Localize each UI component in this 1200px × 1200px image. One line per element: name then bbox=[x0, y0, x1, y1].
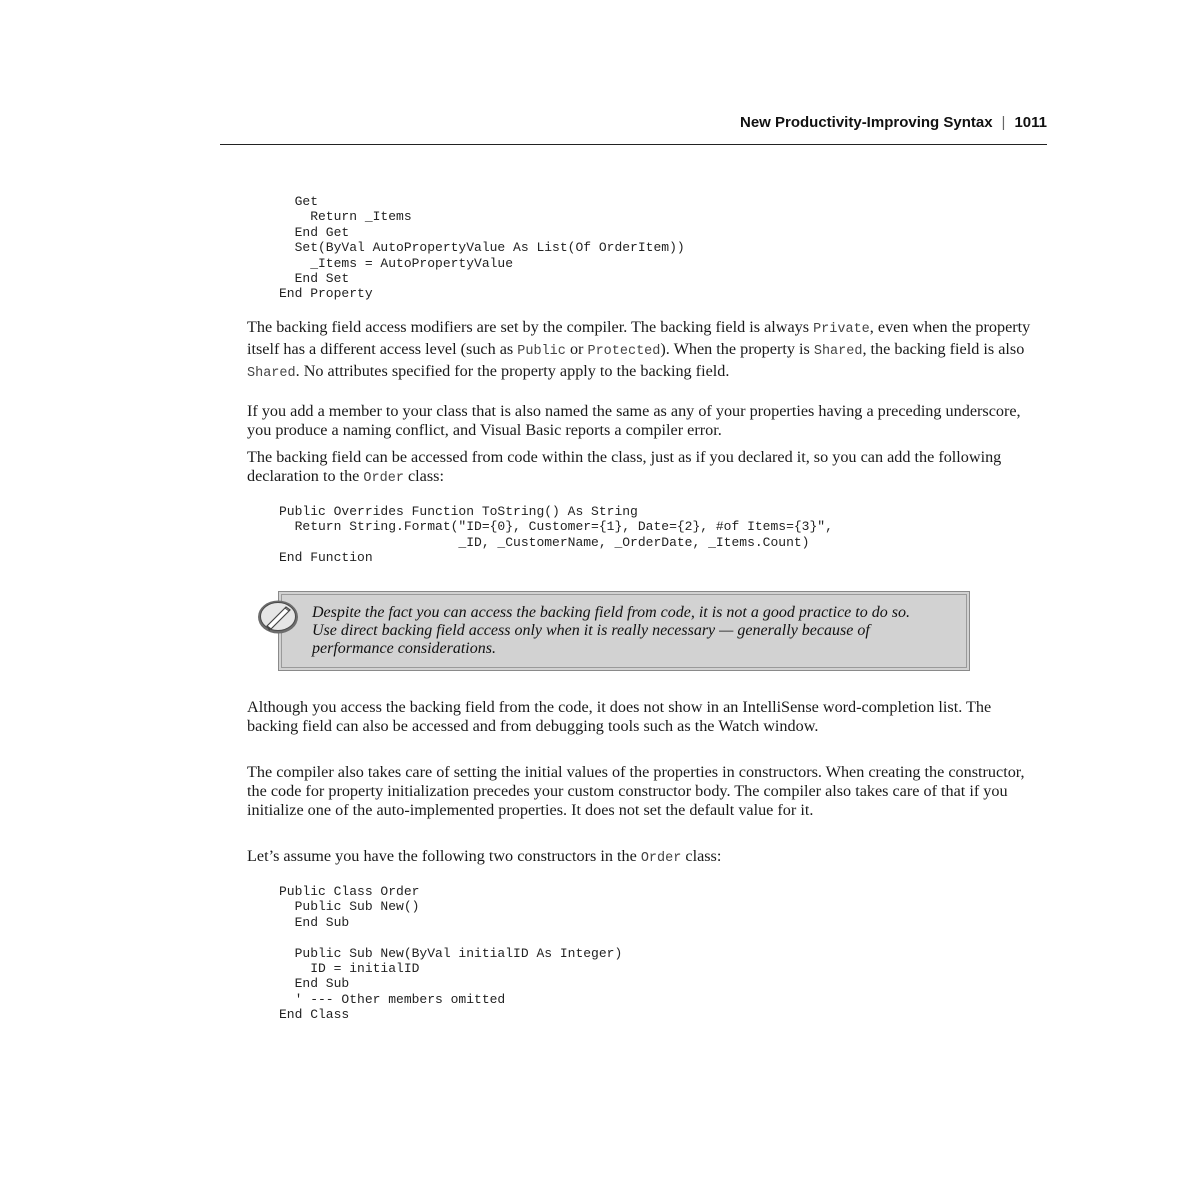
code-line: End Function bbox=[279, 550, 373, 566]
text-run: , the backing field is also bbox=[862, 339, 1025, 358]
paragraph-naming-conflict bbox=[247, 402, 1037, 440]
code-line: _Items = AutoPropertyValue bbox=[279, 255, 514, 271]
code-line: End Class bbox=[279, 1007, 350, 1023]
inline-code: Public bbox=[517, 343, 566, 359]
pencil-note-icon bbox=[256, 598, 300, 636]
text-run: The backing field can be accessed from code within the class, just as if you declared it, so you can add the following declaration to the bbox=[247, 448, 1002, 485]
inline-code: Private bbox=[813, 322, 870, 337]
text-run: Let’s assume you have the following two constructors in the bbox=[247, 847, 641, 865]
header-separator: | bbox=[1001, 114, 1006, 131]
text-run: or bbox=[565, 339, 588, 358]
code-line: End Get bbox=[279, 224, 350, 240]
header-rule bbox=[220, 144, 1047, 145]
inline-code: Shared bbox=[247, 365, 296, 381]
code-line: Public Class Order bbox=[279, 884, 420, 899]
code-line: Get bbox=[279, 194, 319, 209]
code-block-property-accessors bbox=[279, 194, 685, 302]
code-block-tostring bbox=[279, 504, 833, 566]
inline-code: Protected bbox=[587, 343, 661, 359]
code-line: Public Sub New() bbox=[279, 899, 420, 915]
code-line: Return String.Format("ID={0}, Customer={1}, Date={2}, #of Items={3}", bbox=[279, 519, 833, 535]
code-line: _ID, _CustomerName, _OrderDate, _Items.Count) bbox=[279, 534, 810, 550]
code-block-order-class bbox=[279, 884, 622, 1023]
text-run: , even when the property itself has a different access level (such as bbox=[247, 318, 1031, 358]
text-run: class: bbox=[403, 466, 444, 485]
text-run: ). When the property is bbox=[660, 339, 814, 358]
code-line: Public Overrides Function ToString() As String bbox=[279, 504, 638, 519]
paragraph-intellisense bbox=[247, 698, 1037, 736]
paragraph-text: If you add a member to your class that is also named the same as any of your properties having a preceding underscore, you produce a naming conflict, and Visual Basic reports a compiler error. bbox=[247, 402, 1021, 439]
section-title: New Productivity-Improving Syntax bbox=[740, 114, 993, 131]
inline-code: Order bbox=[640, 851, 682, 866]
inline-code: Order bbox=[363, 470, 404, 486]
code-line: End Set bbox=[279, 270, 350, 286]
running-head bbox=[220, 114, 1047, 136]
page-number: 1011 bbox=[1014, 114, 1047, 131]
code-line: ' --- Other members omitted bbox=[279, 991, 506, 1007]
inline-code: Shared bbox=[813, 343, 863, 359]
note-callout bbox=[278, 591, 970, 671]
code-line: End Sub bbox=[279, 914, 350, 930]
code-line: Public Sub New(ByVal initialID As Integer) bbox=[279, 945, 623, 961]
text-run: class: bbox=[681, 847, 722, 865]
paragraph-backing-field-access bbox=[247, 448, 1037, 489]
code-line: End Sub bbox=[279, 976, 350, 992]
text-run: . No attributes specified for the property apply to the backing field. bbox=[295, 361, 730, 380]
text-run: The backing field access modifiers are set by the compiler. The backing field is always bbox=[247, 318, 814, 336]
paragraph-text: Although you access the backing field from the code, it does not show in an IntelliSense word-completion list. The backing field can also be accessed and from debugging tools such as the Watch window. bbox=[247, 698, 992, 735]
code-line: ID = initialID bbox=[279, 960, 420, 976]
code-line: Return _Items bbox=[279, 209, 412, 225]
paragraph-constructor-init bbox=[247, 763, 1037, 819]
paragraph-access-modifiers bbox=[247, 318, 1037, 383]
code-line: Set(ByVal AutoPropertyValue As List(Of OrderItem)) bbox=[279, 240, 685, 256]
note-text: Despite the fact you can access the backing field from code, it is not a good practice to do so. Use direct backing field access only when it is really necessary — generally because of performance considerations. bbox=[312, 604, 910, 657]
code-line bbox=[279, 930, 622, 945]
code-line: End Property bbox=[279, 286, 373, 302]
paragraph-text: The compiler also takes care of setting the initial values of the properties in constructors. When creating the constructor, the code for property initialization precedes your custom constructor body. The compiler also takes care of that if you initialize one of the auto-implemented properties. It does not set the default value for it. bbox=[247, 763, 1025, 819]
paragraph-two-constructors bbox=[247, 847, 1037, 869]
